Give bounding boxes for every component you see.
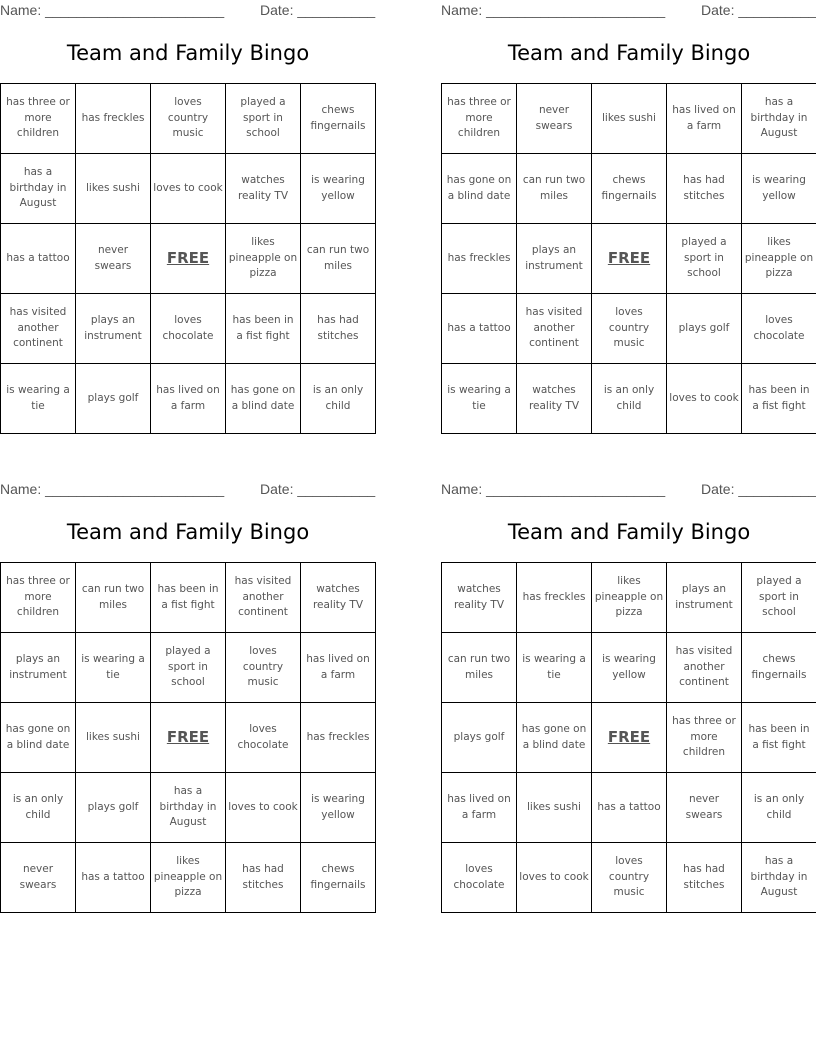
bingo-cell: has visited another continent bbox=[226, 563, 301, 633]
card-title: Team and Family Bingo bbox=[507, 41, 751, 65]
bingo-cell: played a sport in school bbox=[667, 224, 742, 294]
bingo-cell: loves to cook bbox=[667, 364, 742, 434]
bingo-cell: has a tattoo bbox=[1, 224, 76, 294]
bingo-cell: chews fingernails bbox=[742, 633, 816, 703]
bingo-cell: is wearing a tie bbox=[76, 633, 151, 703]
bingo-cell: has a tattoo bbox=[592, 773, 667, 843]
bingo-cell: loves to cook bbox=[226, 773, 301, 843]
free-space: FREE bbox=[151, 703, 226, 773]
bingo-cell: has a birthday in August bbox=[1, 154, 76, 224]
bingo-cell: likes sushi bbox=[76, 154, 151, 224]
bingo-cell: likes pineapple on pizza bbox=[226, 224, 301, 294]
bingo-cell: has a tattoo bbox=[76, 843, 151, 913]
bingo-cell: chews fingernails bbox=[301, 843, 376, 913]
bingo-cell: loves country music bbox=[592, 294, 667, 364]
bingo-card bbox=[0, 479, 376, 919]
bingo-cell: is wearing yellow bbox=[301, 154, 376, 224]
bingo-cell: is wearing yellow bbox=[742, 154, 816, 224]
bingo-cell: has had stitches bbox=[226, 843, 301, 913]
bingo-cell: has visited another continent bbox=[1, 294, 76, 364]
date-field: Date: __________ bbox=[701, 2, 816, 18]
bingo-cell: has a tattoo bbox=[442, 294, 517, 364]
bingo-cell: has three or more children bbox=[667, 703, 742, 773]
bingo-cell: has had stitches bbox=[667, 154, 742, 224]
bingo-cell: has lived on a farm bbox=[301, 633, 376, 703]
bingo-grid bbox=[0, 562, 376, 913]
bingo-cell: is an only child bbox=[1, 773, 76, 843]
bingo-cell: has had stitches bbox=[667, 843, 742, 913]
bingo-card bbox=[0, 0, 376, 440]
free-space: FREE bbox=[592, 703, 667, 773]
bingo-cell: loves country music bbox=[151, 84, 226, 154]
bingo-cell: chews fingernails bbox=[301, 84, 376, 154]
bingo-grid bbox=[441, 562, 816, 913]
bingo-cell: can run two miles bbox=[76, 563, 151, 633]
bingo-cell: plays an instrument bbox=[76, 294, 151, 364]
bingo-cell: has gone on a blind date bbox=[1, 703, 76, 773]
bingo-cell: never swears bbox=[76, 224, 151, 294]
bingo-cell: never swears bbox=[667, 773, 742, 843]
bingo-cell: loves country music bbox=[592, 843, 667, 913]
bingo-cell: is an only child bbox=[742, 773, 816, 843]
bingo-cell: never swears bbox=[1, 843, 76, 913]
bingo-cell: loves to cook bbox=[517, 843, 592, 913]
card-header bbox=[441, 481, 816, 499]
bingo-cell: has had stitches bbox=[301, 294, 376, 364]
bingo-cell: has a birthday in August bbox=[742, 843, 816, 913]
bingo-cell: has been in a fist fight bbox=[742, 364, 816, 434]
bingo-cell: has gone on a blind date bbox=[226, 364, 301, 434]
bingo-cell: plays golf bbox=[76, 773, 151, 843]
card-header bbox=[0, 481, 376, 499]
bingo-cell: loves chocolate bbox=[742, 294, 816, 364]
card-header bbox=[441, 2, 816, 20]
bingo-cell: is an only child bbox=[592, 364, 667, 434]
bingo-grid bbox=[0, 83, 376, 434]
date-field: Date: __________ bbox=[701, 481, 816, 497]
card-title: Team and Family Bingo bbox=[66, 41, 310, 65]
bingo-cell: played a sport in school bbox=[151, 633, 226, 703]
bingo-cell: is wearing a tie bbox=[1, 364, 76, 434]
bingo-cell: loves country music bbox=[226, 633, 301, 703]
bingo-cell: watches reality TV bbox=[226, 154, 301, 224]
name-field: Name: _______________________ bbox=[441, 2, 666, 18]
date-field: Date: __________ bbox=[260, 481, 376, 497]
bingo-cell: loves chocolate bbox=[442, 843, 517, 913]
free-space: FREE bbox=[151, 224, 226, 294]
bingo-cell: loves chocolate bbox=[151, 294, 226, 364]
bingo-cell: has visited another continent bbox=[667, 633, 742, 703]
bingo-cell: is wearing a tie bbox=[442, 364, 517, 434]
bingo-cell: likes sushi bbox=[76, 703, 151, 773]
bingo-cell: has a birthday in August bbox=[742, 84, 816, 154]
bingo-cell: has three or more children bbox=[1, 84, 76, 154]
bingo-cell: watches reality TV bbox=[442, 563, 517, 633]
bingo-grid bbox=[441, 83, 816, 434]
bingo-cell: likes sushi bbox=[517, 773, 592, 843]
bingo-cell: watches reality TV bbox=[517, 364, 592, 434]
bingo-cell: likes pineapple on pizza bbox=[742, 224, 816, 294]
bingo-cell: has freckles bbox=[301, 703, 376, 773]
bingo-cell: can run two miles bbox=[301, 224, 376, 294]
bingo-cell: plays golf bbox=[667, 294, 742, 364]
bingo-cell: is wearing yellow bbox=[592, 633, 667, 703]
bingo-cell: has been in a fist fight bbox=[226, 294, 301, 364]
bingo-cell: played a sport in school bbox=[226, 84, 301, 154]
bingo-cell: played a sport in school bbox=[742, 563, 816, 633]
free-space: FREE bbox=[592, 224, 667, 294]
bingo-cell: is wearing yellow bbox=[301, 773, 376, 843]
bingo-cell: plays golf bbox=[76, 364, 151, 434]
bingo-cell: has freckles bbox=[517, 563, 592, 633]
bingo-cell: has visited another continent bbox=[517, 294, 592, 364]
bingo-cell: has freckles bbox=[442, 224, 517, 294]
bingo-cell: has been in a fist fight bbox=[742, 703, 816, 773]
bingo-cell: has been in a fist fight bbox=[151, 563, 226, 633]
bingo-cell: is an only child bbox=[301, 364, 376, 434]
bingo-cell: has a birthday in August bbox=[151, 773, 226, 843]
bingo-cell: has three or more children bbox=[1, 563, 76, 633]
bingo-cell: can run two miles bbox=[517, 154, 592, 224]
name-field: Name: _______________________ bbox=[441, 481, 666, 497]
bingo-cell: has three or more children bbox=[442, 84, 517, 154]
bingo-cell: plays golf bbox=[442, 703, 517, 773]
bingo-card bbox=[441, 0, 816, 440]
bingo-cell: has lived on a farm bbox=[667, 84, 742, 154]
bingo-cell: is wearing a tie bbox=[517, 633, 592, 703]
bingo-cell: never swears bbox=[517, 84, 592, 154]
bingo-cell: has gone on a blind date bbox=[517, 703, 592, 773]
bingo-card bbox=[441, 479, 816, 919]
bingo-cell: can run two miles bbox=[442, 633, 517, 703]
bingo-cell: has lived on a farm bbox=[442, 773, 517, 843]
bingo-cell: likes pineapple on pizza bbox=[151, 843, 226, 913]
bingo-cell: chews fingernails bbox=[592, 154, 667, 224]
bingo-cell: has freckles bbox=[76, 84, 151, 154]
bingo-cell: plays an instrument bbox=[667, 563, 742, 633]
name-field: Name: _______________________ bbox=[0, 2, 225, 18]
bingo-cell: plays an instrument bbox=[1, 633, 76, 703]
bingo-cell: loves to cook bbox=[151, 154, 226, 224]
bingo-cell: watches reality TV bbox=[301, 563, 376, 633]
bingo-cell: has lived on a farm bbox=[151, 364, 226, 434]
bingo-cell: loves chocolate bbox=[226, 703, 301, 773]
card-title: Team and Family Bingo bbox=[66, 520, 310, 544]
date-field: Date: __________ bbox=[260, 2, 376, 18]
card-header bbox=[0, 2, 376, 20]
card-title: Team and Family Bingo bbox=[507, 520, 751, 544]
name-field: Name: _______________________ bbox=[0, 481, 225, 497]
bingo-cell: likes pineapple on pizza bbox=[592, 563, 667, 633]
bingo-cell: plays an instrument bbox=[517, 224, 592, 294]
bingo-cell: likes sushi bbox=[592, 84, 667, 154]
bingo-cell: has gone on a blind date bbox=[442, 154, 517, 224]
